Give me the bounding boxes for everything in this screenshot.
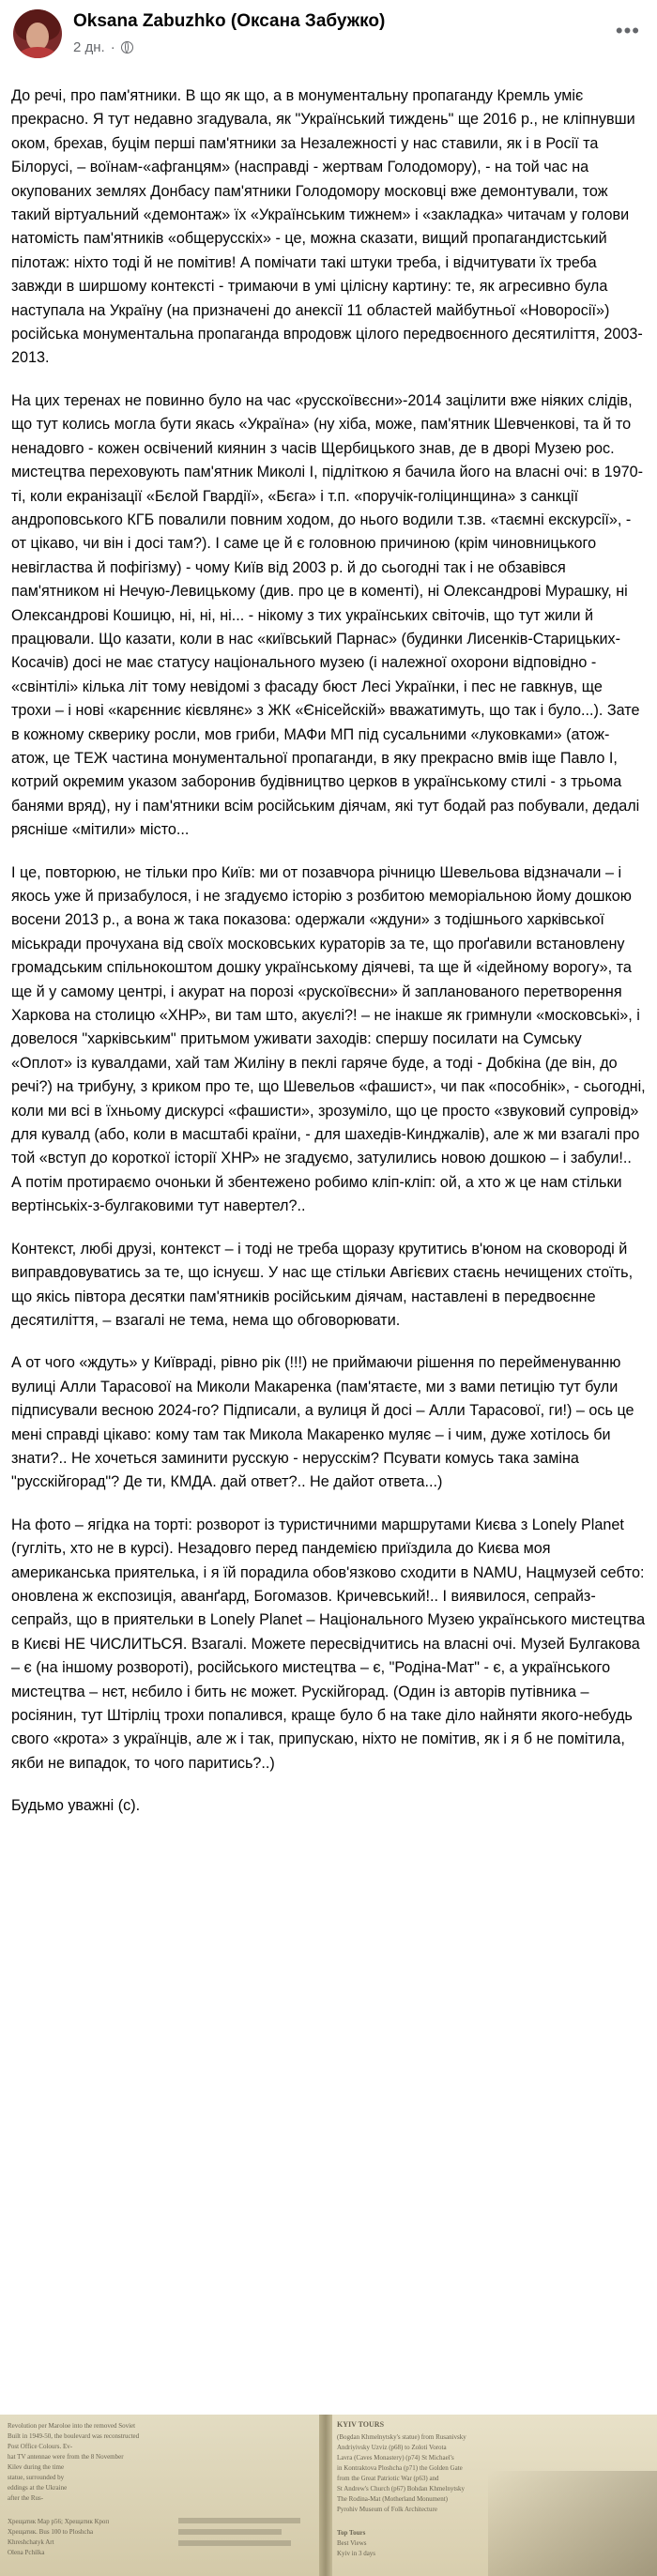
avatar-shoulders	[17, 47, 58, 58]
post-paragraph-7: Будьмо уважні (с).	[11, 1797, 141, 1815]
right-page-line: (Bogdan Khmelnytsky's statue) from Rusanivsky	[337, 2433, 466, 2441]
left-page-line: after the Rus-	[8, 2494, 44, 2502]
right-page-line: in Kontraktova Ploshcha (p71) the Golden Gate	[337, 2464, 463, 2472]
left-page-line: Khreshchatyk Art	[8, 2538, 54, 2546]
post-body	[11, 84, 650, 1837]
author-avatar[interactable]	[13, 9, 62, 58]
right-page-line: St Andrew's Church (p67) Bohdan Khmelnytsky	[337, 2485, 466, 2492]
post-photo-guidebook[interactable]	[0, 2415, 657, 2576]
post-paragraph-2: На цих теренах не повинно було на час «русскоївєсни»-2014 зацілити вже ніяких слідів, що тут колись могла бути якась «Україна» (ну хіба, може, пам'ятник Шевченкові, та й то ненадовго - кожен освічений киянин з часів Щербицького знав, де в дворі Музею рос. мистецтва переховують пам'ятник Миколі І, підліткою я бачила його на власні очі: в 1970-ті, коли екранізації «Бєлой Гвардії», «Бєга» і т.п. «поручік-голіцинщина» з санкції андроповського КГБ повалили повним ходом, до нього водили т.зв. «таємні екскурсії», - от цікаво, чи він і досі там?). І саме це й є головною причиною (крім чиновницького невігластва й пофігізму) - чому Київ від 2003 р. й до сьогодні так і не обзавівся пам'ятником ні Нечую-Левицькому (див. про це в коменті), ні Олександрові Мурашку, ні Олександрові Кошицю, ні, ні, ні... - нікому з тих українських світочів, що тут жили й працювали. Що казати, коли в нас «київський Парнас» (будинки Лисенків-Старицьких-Косачів) досі не має статусу національного музею (і належної охорони відповідно - «свінтілі» кілька літ тому невідомі з фасаду бюст Лесі Українки, і пес не гавкнув, ще трохи – і нові «карєнниє кієвлянє» з ЖК «Єнісейскій» вважатимуть, що так і було...). Зате в кожному скверику росли, мов гриби, МАФи МП під сусальними «луковками» (атож-атож, це ТЕЖ частина монументальної пропаганди, в яку прекрасно вмів іще Павло І, котрий окремим указом заборонив будівництво церков в українському стилі - з трьома банями вряд), ну і пам'ятники всім російським діячам, які тут бодай раз побували, дедалі рясніше «мітили» місто...	[11, 391, 645, 839]
text-line-shadow	[178, 2540, 291, 2546]
right-page-line: Lavra (Caves Monastery) (p74) St Michael's	[337, 2454, 454, 2462]
text-line-shadow	[178, 2529, 282, 2535]
text-line-shadow	[178, 2518, 300, 2523]
left-page-line: Olena Pchilka	[8, 2549, 45, 2556]
right-page-line: Pyrohiv Museum of Folk Architecture	[337, 2506, 437, 2513]
left-page-line: Хрещатик Map p56; Хрещатик Кроп	[8, 2518, 110, 2525]
post-timestamp[interactable]: 2 дн.	[73, 39, 105, 55]
left-page-line: Хрещатик. Bus 100 to Ploshcha	[8, 2528, 94, 2536]
post-paragraph-6: На фото – ягідка на торті: розворот із туристичними маршрутами Києва з Lonely Planet (гугліть, хто не в курсі). Незадовго перед пандемією приїздила до Києва моя американська приятелька, і я їй порадила обов'язково сходити в NAMU, Нацмузей себто: оновлена ж експозиція, аванґард, Богомазов. Кричевський!.. І виявилося, сепрайз-сепрайз, що в приятельки в Lonely Planet – Національного Музею українського мистецтва в Києві НЕ ЧИСЛИТЬСЯ. Взагалі. Можете пересвідчитись на власні очі. Музей Булгакова – є (на іншому розвороті), російського мистецтва – є, "Родіна-Мат" - є, а українського мистецтва – нєт, нєбило і бить нє может. Рускійгорад. (Один із авторів путівника – росіянин, тут Штірліц трохи попалився, краще було б на таке діло найняти якого-небудь свого «крота» з українців, але ж і так, припускаю, ніхто не помітив, як і я б не помітила, якби не випадок, то чого паритись?..)	[11, 1516, 649, 1772]
right-page-line: Top Tours	[337, 2529, 366, 2537]
left-page-line: statue, surrounded by	[8, 2474, 65, 2481]
post-meta: 2 дн. ·	[73, 39, 133, 55]
left-page-line: Revolution per Maroloe into the removed Soviet	[8, 2422, 136, 2430]
right-page-line: Best Views	[337, 2539, 367, 2547]
right-page-line: Kyiv in 3 days	[337, 2550, 376, 2557]
right-page-line: The Rodina-Mat (Motherland Monument)	[337, 2495, 449, 2503]
left-page-line: Post Office Colours. Ev-	[8, 2443, 73, 2450]
more-options-icon[interactable]: •••	[615, 19, 640, 42]
guidebook-left-page	[0, 2415, 324, 2576]
photo-shadow	[488, 2471, 657, 2576]
left-page-line: Built in 1949-50, the boulevard was reconstructed	[8, 2432, 140, 2440]
post-paragraph-4: Контекст, любі друзі, контекст – і тоді не треба щоразу крутитись в'юном на сковороді й виправдовуватись за те, що існуєш. У нас ще стільки Авгієвих стаєнь нечищених стоїть, що якісь півтора десятки пам'ятників російським діячам, наставлені в передвоєнне десятиліття, – взагалі не тема, нема що обговорювати.	[11, 1240, 637, 1329]
left-page-line: Kilev during the time	[8, 2463, 65, 2471]
right-page-line: Andriyivsky Uzviz (p68) to Zoloti Vorota	[337, 2444, 447, 2451]
post-paragraph-3: І це, повторюю, не тільки про Київ: ми от позавчора річницю Шевельова відзначали – і якось уже й призабулося, і не згадуємо історію з розбитою меморіальною йому дошкою восени 2013 р., а вона ж така показова: одержали «ждуни» з тодішнього харківської міськради прочухана від своїх московських кураторів за те, що проґавили встановлену громадським спільнокоштом дошку українському діячеві, та ще й «ідейному ворогу», та ще й у самому центрі, і акурат на порозі «рускоївєсни» й запланованого перетворення Харкова на столицю «ХНР», ви там што, акуєлі?! – не інакше як гримнули «московські», і довелося "харківським" притьмом уживати заходів: спершу посилати на Сумську «Оплот» із кувалдами, хай там Жиліну в пеклі гаряче буде, а тоді - Добкіна (де він, до речі?) на трибуну, з криком про те, що Шевельов «фашист», чи пак «пособнік», - сьогодні, коли ми всі в їхньому дискурсі «фашисти», зрозуміло, що це просто «звуковий супровід» для кувалд (або, коли в масштабі країни, - для шахедів-Кинджалів), але ж ми взагалі про той «вступ до короткої історії ХНР» не згадуємо, затулились новою дошкою – і забули!.. А потім протираємо очоньки й збентежено робимо кліп-кліп: ой, а хто ж це нам стільки вертінськіх-з-булгаковими тут навертел?..	[11, 863, 650, 1215]
guidebook-spine	[319, 2415, 332, 2576]
post-paragraph-1: До речі, про пам'ятники. В що як що, а в монументальну пропаганду Кремль уміє прекрасно. Я тут недавно згадувала, як "Український тиждень" ще 2016 р., не кліпнувши оком, брехав, буцім перші пам'ятники за Незалежності у нас ставили, як і в Росії та Білорусі, – воїнам-«афганцям» (насправді - жертвам Голодомору), - на той час на окупованих землях Донбасу пам'ятники Голодомору московці вже демонтували, тож такий віртуальний «демонтаж» їх «Українським тижнем» і «закладка» читачам у голови натомість пам'ятників «общерусскіх» - це, можна сказати, вищий пропагандистський пілотаж: ніхто тоді й не помітив! А помічати такі штуки треба, і відчитувати їх треба завжди в ширшому контексті - тримаючи в умі цілісну картину: те, як агресивно була наступала на Україну (на призначені до анексії 11 областей майбутньої «Новоросії») російська монументальна пропаганда впродовж цілого передвоєнного десятиліття, 2003-2013.	[11, 87, 643, 367]
post-paragraph-5: А от чого «ждуть» у Київраді, рівно рік (!!!) не приймаючи рішення по перейменуванню вулиці Алли Тарасової на Миколи Макаренка (пам'ятаєте, ми з вами петицію тут були підписували весною 2024-го? Підписали, а вулиця й досі – Алли Тарасової, ги!) – ось це мені справді цікаво: кому там так Микола Макаренко муляє – і чим, дуже хотілось би знати?.. Не хочеться заминити русскую - нерусскім? Псувати комусь така заміна "русскійгорад"? Де ти, КМДА. дай ответ?.. Не дайот ответа...)	[11, 1354, 639, 1491]
globe-icon	[121, 41, 133, 53]
author-name[interactable]: Oksana Zabuzhko (Оксана Забужко)	[73, 11, 386, 31]
left-page-line: eddings at the Ukraine	[8, 2484, 68, 2492]
right-page-heading: KYIV TOURS	[337, 2420, 385, 2429]
post-header	[0, 0, 657, 70]
left-page-line: hat TV antennae were from the 8 November	[8, 2453, 124, 2461]
right-page-line: from the Great Patriotic War (p63) and	[337, 2475, 439, 2482]
